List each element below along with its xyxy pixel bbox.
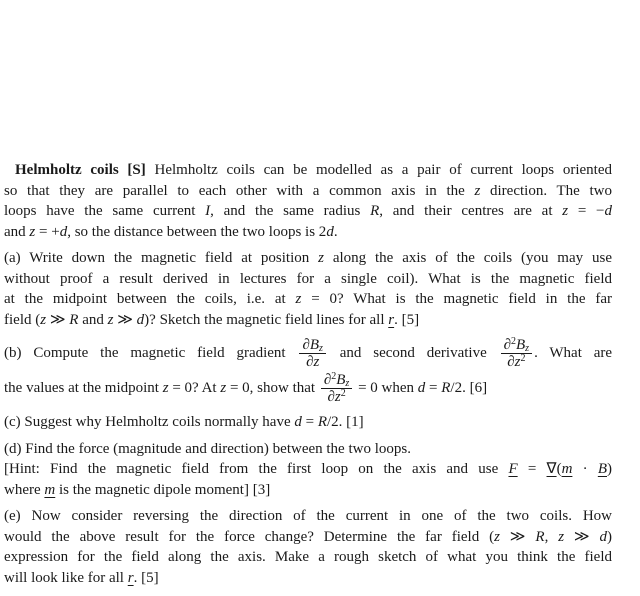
run: = −	[568, 203, 605, 219]
run: , so the distance between the two loops is 2	[67, 223, 327, 240]
run: would the above result for the force change? Determine the far field (	[4, 528, 495, 545]
partial-symbol: ∂	[323, 372, 332, 388]
run: ,	[544, 528, 559, 545]
var: d	[604, 203, 612, 219]
run: , and the same radius	[210, 203, 371, 219]
var: d	[59, 223, 68, 240]
run: (c) Suggest why Helmholtz coils normally have	[4, 414, 295, 430]
var: d	[599, 528, 608, 545]
var: z	[494, 528, 500, 545]
run: (d) Find the force (magnitude and direction) between the two loops.	[4, 440, 411, 457]
subscript: z	[319, 343, 323, 354]
var: R	[535, 528, 545, 545]
run: ≫	[564, 528, 600, 545]
text-line	[4, 336, 612, 371]
run: at the midpoint between the coils, i.e. at	[4, 291, 296, 307]
problem-title: Helmholtz coils [S]	[15, 162, 146, 178]
fraction-denominator	[321, 388, 353, 405]
text-line	[4, 439, 612, 460]
text-line	[4, 269, 612, 290]
run: along the axis of the coils (you may use	[323, 250, 612, 266]
vector-r: r	[127, 569, 134, 586]
vector-r: r	[388, 311, 395, 328]
var: d	[294, 414, 302, 430]
partial-z: ∂z	[507, 354, 521, 370]
run: = +	[35, 223, 60, 240]
var: z	[295, 291, 302, 307]
paragraph-part-b	[4, 336, 612, 406]
fraction-denominator	[299, 353, 326, 370]
var: B	[309, 337, 320, 353]
run: the values at the midpoint	[4, 379, 163, 396]
run: (b) Compute the magnetic field gradient	[4, 344, 298, 361]
run: )	[607, 528, 613, 545]
text-line	[4, 222, 612, 243]
vector-m: m	[561, 461, 573, 477]
superscript: 2	[331, 371, 337, 382]
var: R	[370, 203, 380, 219]
run: =	[517, 461, 547, 477]
run: so that they are parallel to each other with a common axis in the	[4, 182, 475, 199]
run: where	[4, 481, 45, 498]
fraction-d2Bz-dz2	[321, 372, 353, 405]
run: =	[425, 379, 442, 396]
run: field (	[4, 311, 41, 328]
var: R	[441, 379, 451, 396]
var: R	[69, 311, 79, 328]
run: =	[301, 414, 318, 430]
text-line	[4, 412, 612, 433]
fraction-numerator	[321, 372, 353, 388]
run: = 0? What is the magnetic field in the far	[301, 291, 612, 307]
run: will look like for all	[4, 569, 128, 586]
run: = 0? At	[168, 379, 221, 396]
var: R	[317, 414, 327, 430]
text-line	[4, 547, 612, 568]
var: z	[220, 379, 227, 396]
fraction-numerator	[299, 337, 326, 353]
run: . [5]	[394, 311, 420, 328]
run: = 0 when	[354, 379, 418, 396]
run: loops have the same current	[4, 203, 206, 219]
var: B	[336, 372, 346, 388]
partial-symbol: ∂	[302, 337, 310, 353]
superscript: 2	[340, 388, 346, 399]
text-line	[4, 506, 612, 527]
var: z	[107, 311, 114, 328]
run: .	[333, 223, 338, 240]
run: (a) Write down the magnetic field at position	[4, 250, 319, 266]
text-line	[4, 568, 612, 589]
var: d	[326, 223, 334, 240]
run: (	[556, 461, 562, 477]
vector-B: B	[597, 461, 607, 477]
run: . What are	[534, 344, 613, 361]
var: d	[417, 379, 426, 396]
fraction-dBz-dz	[299, 337, 326, 370]
run: [Hint: Find the magnetic field from the first loop on the axis and use	[4, 461, 509, 477]
run: /2. [6]	[450, 379, 488, 396]
run: ≫	[46, 311, 70, 328]
paragraph-part-d	[4, 439, 612, 501]
superscript: 2	[520, 353, 526, 364]
text-line	[4, 160, 612, 181]
run: and second derivative	[327, 344, 499, 361]
var: B	[515, 337, 526, 353]
run: is the magnetic dipole moment] [3]	[55, 481, 271, 498]
partial-symbol: ∂	[503, 337, 511, 353]
partial-z: ∂z	[327, 389, 341, 405]
run: (e) Now consider reversing the direction of the current in one of the two coils. How	[4, 508, 612, 524]
run: and	[4, 223, 30, 240]
var: z	[318, 250, 324, 266]
text-line	[4, 480, 612, 501]
subscript: z	[345, 378, 350, 389]
vector-F: F	[508, 461, 518, 477]
var: z	[40, 311, 47, 328]
text-line	[4, 459, 612, 480]
text-line	[4, 310, 612, 331]
fraction-d2Bz-dz2	[501, 337, 533, 370]
var: z	[558, 528, 565, 545]
var: I	[205, 203, 211, 219]
text-line	[4, 289, 612, 310]
run: without proof a result derived in lectures for a single coil). What is the magnetic field	[4, 270, 612, 287]
paragraph-part-a	[4, 248, 612, 330]
run: /2. [1]	[327, 414, 364, 430]
run: . [5]	[133, 569, 159, 586]
run: ≫	[499, 528, 536, 545]
run: = 0, show that	[226, 379, 319, 396]
text-line	[4, 201, 612, 222]
paragraph-intro	[4, 160, 612, 242]
fraction-numerator	[501, 337, 533, 353]
subscript: z	[525, 343, 530, 354]
run: ·	[572, 461, 598, 477]
run: ≫	[113, 311, 137, 328]
run: direction. The two	[480, 182, 612, 199]
run: )	[607, 461, 612, 477]
paragraph-part-c	[4, 412, 612, 433]
nabla-symbol: ∇	[546, 461, 557, 477]
paragraph-part-e	[4, 506, 612, 588]
run: expression for the field along the axis. Make a rough sketch of what you think the field	[4, 549, 612, 565]
run: )? Sketch the magnetic field lines for all	[144, 311, 389, 328]
superscript: 2	[510, 336, 516, 347]
partial-z: ∂z	[306, 354, 320, 370]
text-line	[4, 371, 612, 406]
text-line	[4, 181, 612, 202]
run: and	[78, 311, 108, 328]
vector-m: m	[44, 481, 56, 498]
var: z	[562, 203, 569, 219]
run: Helmholtz coils can be modelled as a pair of current loops oriented	[145, 162, 612, 178]
fraction-denominator	[501, 353, 533, 370]
var: z	[474, 182, 481, 199]
run: , and their centres are at	[379, 203, 563, 219]
text-line	[4, 527, 612, 548]
var: z	[162, 379, 169, 396]
var: z	[29, 223, 36, 240]
var: d	[136, 311, 145, 328]
text-line	[4, 248, 612, 269]
